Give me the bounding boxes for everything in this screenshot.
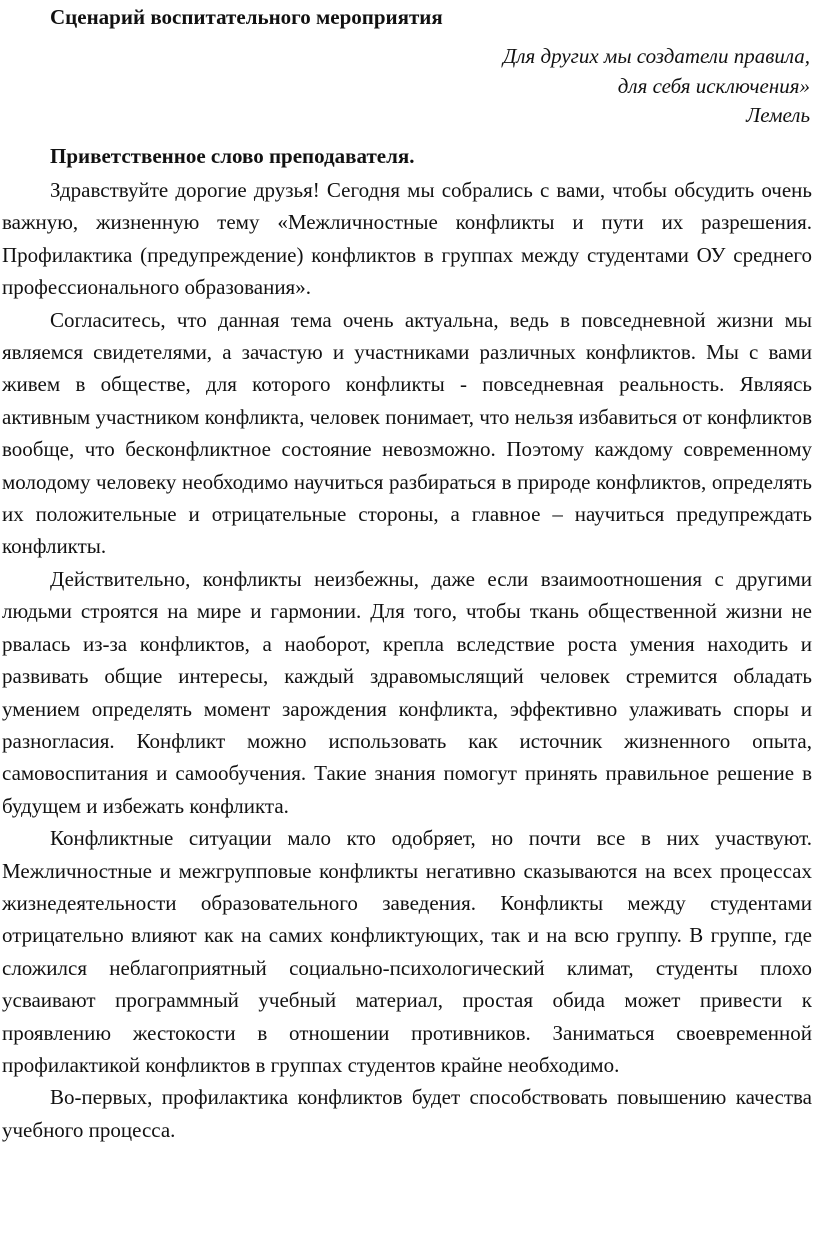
- epigraph-line-2: для себя исключения»: [617, 73, 810, 98]
- paragraph-inevitability: Действительно, конфликты неизбежны, даже если взаимоотношения с другими людьми строятся на мире и гармонии. Для того, чтобы ткань общественной жизни не рвалась из-за конфликтов, а наоборот, крепла вследствие роста умения находить и развивать общие интересы, каждый здравомыслящий человек стремится обладать умением определять момент зарождения конфликта, эффективно улаживать споры и разногласия. Конфликт можно использовать как источник жизненного опыта, самовоспитания и самообучения. Такие знания помогут принять правильное решение в будущем и избежать конфликта.: [2, 566, 812, 818]
- document-body: [2, 174, 812, 1146]
- paragraph-conflict-situations: Конфликтные ситуации мало кто одобряет, но почти все в них участвуют. Межличностные и межгрупповые конфликты негативно сказываются на всех процессах жизнедеятельности образовательного заведения. Конфликты между студентами отрицательно влияют как на самих конфликтующих, так и на всю группу. В группе, где сложился неблагоприятный социально-психологический климат, студенты плохо усваивают программный учебный материал, простая обида может привести к проявлению жестокости в отношении противников. Заниматься своевременной профилактикой конфликтов в группах студентов крайне необходимо.: [2, 826, 812, 1077]
- epigraph-line-1: Для других мы создатели правила,: [502, 44, 810, 68]
- epigraph: [503, 42, 810, 131]
- epigraph-author: Лемель: [746, 103, 810, 127]
- paragraph-greeting: Здравствуйте дорогие друзья! Сегодня мы собрались с вами, чтобы обсудить очень важную, жизненную тему «Межличностные конфликты и пути их разрешения. Профилактика (предупреждение) конфликтов в группах между студентами ОУ среднего профессионального образования».: [2, 178, 812, 300]
- paragraph-relevance: Согласитесь, что данная тема очень актуальна, ведь в повседневной жизни мы являемся свидетелями, а зачастую и участниками различных конфликтов. Мы с вами живем в обществе, для которого конфликты - повседневная реальность. Являясь активным участником конфликта, человек понимает, что нельзя избавиться от конфликтов вообще, что бесконфликтное состояние невозможно. Поэтому каждому современному молодому человеку необходимо научиться разбираться в природе конфликтов, определять их положительные и отрицательные стороны, а главное – научиться предупреждать конфликты.: [2, 307, 812, 559]
- paragraph-firstly: Во-первых, профилактика конфликтов будет способствовать повышению качества учебного процесса.: [2, 1085, 812, 1142]
- section-heading: Приветственное слово преподавателя.: [50, 144, 415, 168]
- document-title: Сценарий воспитательного мероприятия: [50, 5, 443, 29]
